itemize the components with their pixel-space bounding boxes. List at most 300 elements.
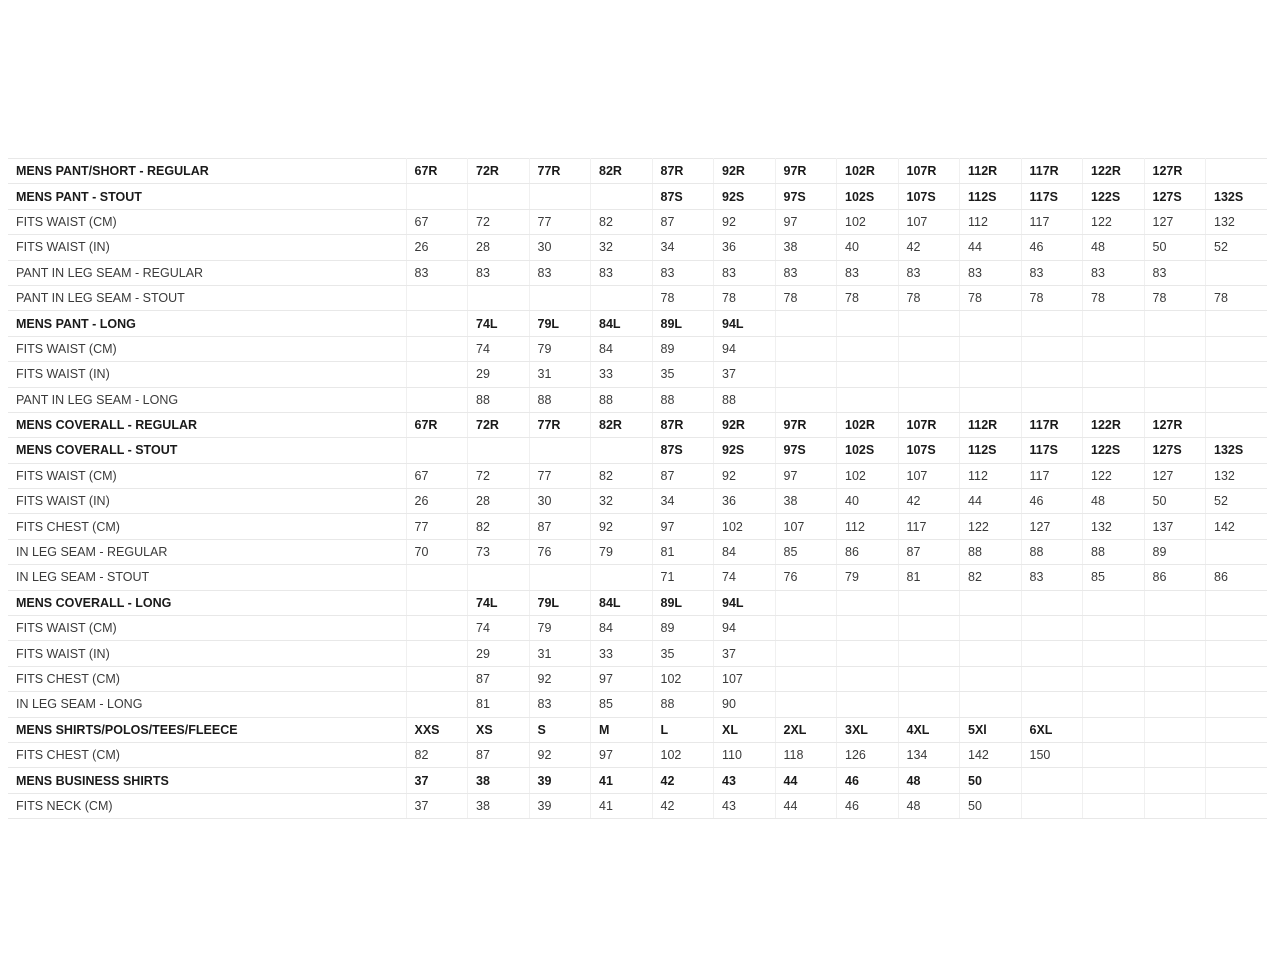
row-value: 107S <box>898 438 960 463</box>
row-value <box>1144 387 1206 412</box>
row-value: 87 <box>468 666 530 691</box>
row-value: 79L <box>529 311 591 336</box>
row-value <box>1206 590 1267 615</box>
row-value <box>1144 362 1206 387</box>
row-value: 107R <box>898 412 960 437</box>
row-label: MENS PANT/SHORT - REGULAR <box>8 159 406 184</box>
row-value: 87S <box>652 438 714 463</box>
row-value <box>406 311 468 336</box>
row-value: 43 <box>714 768 776 793</box>
row-value: 83 <box>1021 260 1083 285</box>
row-value: 83 <box>898 260 960 285</box>
row-value: 118 <box>775 742 837 767</box>
row-value <box>1206 311 1267 336</box>
row-value: 81 <box>652 539 714 564</box>
row-value: 107S <box>898 184 960 209</box>
row-value <box>406 184 468 209</box>
row-value: 37 <box>714 362 776 387</box>
row-value: 38 <box>775 489 837 514</box>
row-value <box>960 311 1022 336</box>
mens-size-chart-table <box>8 158 1267 819</box>
row-label: IN LEG SEAM - REGULAR <box>8 539 406 564</box>
row-value <box>468 438 530 463</box>
row-value: 127R <box>1144 159 1206 184</box>
row-value: 83 <box>652 260 714 285</box>
row-value <box>1206 616 1267 641</box>
row-value: 35 <box>652 362 714 387</box>
row-value: 92S <box>714 184 776 209</box>
row-value <box>1144 768 1206 793</box>
row-value <box>837 387 899 412</box>
row-value: 67R <box>406 412 468 437</box>
row-value: 83 <box>775 260 837 285</box>
table-row-header <box>8 184 1267 209</box>
row-value <box>1206 159 1267 184</box>
row-value <box>898 590 960 615</box>
row-value: 83 <box>714 260 776 285</box>
row-value: 86 <box>837 539 899 564</box>
row-value: 32 <box>591 235 653 260</box>
row-value: 87R <box>652 412 714 437</box>
row-value <box>1021 666 1083 691</box>
row-label: FITS WAIST (IN) <box>8 235 406 260</box>
row-label: FITS WAIST (IN) <box>8 641 406 666</box>
row-value <box>406 438 468 463</box>
row-value: 132S <box>1206 184 1267 209</box>
row-value <box>960 616 1022 641</box>
row-value: 112 <box>837 514 899 539</box>
row-value: 126 <box>837 742 899 767</box>
row-value: 122 <box>1083 463 1145 488</box>
row-value: 117 <box>898 514 960 539</box>
table-row <box>8 742 1267 767</box>
row-value <box>1021 692 1083 717</box>
row-value: 112R <box>960 159 1022 184</box>
row-value: 71 <box>652 565 714 590</box>
row-value: 42 <box>652 768 714 793</box>
row-value <box>1021 768 1083 793</box>
row-value: 102 <box>652 666 714 691</box>
row-value: 44 <box>960 235 1022 260</box>
row-value: 44 <box>960 489 1022 514</box>
row-value: 84L <box>591 590 653 615</box>
row-value: 44 <box>775 768 837 793</box>
row-value <box>775 590 837 615</box>
row-value <box>1206 768 1267 793</box>
row-value <box>406 616 468 641</box>
row-value <box>591 184 653 209</box>
row-value: 41 <box>591 768 653 793</box>
row-value: 117S <box>1021 438 1083 463</box>
row-value <box>837 616 899 641</box>
row-value <box>1206 793 1267 818</box>
row-value: 107 <box>898 209 960 234</box>
row-value <box>1206 362 1267 387</box>
row-value: 92 <box>529 666 591 691</box>
row-value: 43 <box>714 793 776 818</box>
row-value: 102R <box>837 159 899 184</box>
row-value: 102S <box>837 184 899 209</box>
row-value <box>1083 387 1145 412</box>
row-value: 77 <box>406 514 468 539</box>
row-value: 88 <box>960 539 1022 564</box>
row-value <box>775 616 837 641</box>
row-value: 132 <box>1083 514 1145 539</box>
table-row-header <box>8 159 1267 184</box>
row-label: MENS PANT - LONG <box>8 311 406 336</box>
row-value: 42 <box>652 793 714 818</box>
row-value: 89L <box>652 590 714 615</box>
row-value: 89L <box>652 311 714 336</box>
row-value: M <box>591 717 653 742</box>
row-value: 81 <box>468 692 530 717</box>
row-value: 78 <box>1144 285 1206 310</box>
row-value: 74 <box>468 336 530 361</box>
row-value: 142 <box>960 742 1022 767</box>
row-value <box>406 666 468 691</box>
row-value <box>1206 666 1267 691</box>
row-value <box>1144 590 1206 615</box>
row-label: MENS SHIRTS/POLOS/TEES/FLEECE <box>8 717 406 742</box>
row-value: XL <box>714 717 776 742</box>
row-value: 77R <box>529 412 591 437</box>
row-value <box>960 692 1022 717</box>
row-value: 79 <box>529 336 591 361</box>
table-row <box>8 209 1267 234</box>
row-value: 134 <box>898 742 960 767</box>
row-label: FITS NECK (CM) <box>8 793 406 818</box>
row-label: PANT IN LEG SEAM - LONG <box>8 387 406 412</box>
row-value: 5Xl <box>960 717 1022 742</box>
row-value <box>1083 717 1145 742</box>
row-value: 50 <box>960 793 1022 818</box>
row-value: 78 <box>960 285 1022 310</box>
row-value: 88 <box>529 387 591 412</box>
row-value: 79 <box>837 565 899 590</box>
row-value <box>1144 742 1206 767</box>
row-value: 81 <box>898 565 960 590</box>
row-value: 30 <box>529 235 591 260</box>
row-value: 82 <box>591 463 653 488</box>
row-value <box>960 590 1022 615</box>
row-value <box>406 692 468 717</box>
row-value: 46 <box>837 768 899 793</box>
row-value: 85 <box>1083 565 1145 590</box>
row-value <box>1083 742 1145 767</box>
row-value: 82 <box>960 565 1022 590</box>
row-label: FITS CHEST (CM) <box>8 742 406 767</box>
table-row <box>8 387 1267 412</box>
row-value <box>1206 717 1267 742</box>
row-value <box>1206 412 1267 437</box>
row-value: 50 <box>960 768 1022 793</box>
row-value: 48 <box>1083 235 1145 260</box>
row-value <box>1144 666 1206 691</box>
row-value: 29 <box>468 362 530 387</box>
row-label: IN LEG SEAM - STOUT <box>8 565 406 590</box>
row-value <box>960 641 1022 666</box>
row-value <box>406 641 468 666</box>
table-row <box>8 539 1267 564</box>
row-value <box>406 590 468 615</box>
row-value: 74 <box>468 616 530 641</box>
row-value: 76 <box>529 539 591 564</box>
row-value: 132 <box>1206 463 1267 488</box>
row-label: FITS WAIST (IN) <box>8 489 406 514</box>
row-label: MENS COVERALL - REGULAR <box>8 412 406 437</box>
row-value <box>960 336 1022 361</box>
row-value <box>1083 666 1145 691</box>
row-value <box>960 666 1022 691</box>
row-value <box>837 336 899 361</box>
row-value: 127 <box>1021 514 1083 539</box>
row-value: 72 <box>468 209 530 234</box>
row-value: 39 <box>529 768 591 793</box>
row-value: 82 <box>591 209 653 234</box>
row-value: 94L <box>714 311 776 336</box>
row-value: 122 <box>960 514 1022 539</box>
row-value <box>1206 539 1267 564</box>
row-value: 97R <box>775 412 837 437</box>
row-value: 2XL <box>775 717 837 742</box>
row-value: 67R <box>406 159 468 184</box>
row-value: 88 <box>591 387 653 412</box>
row-value: 83 <box>529 692 591 717</box>
table-row <box>8 336 1267 361</box>
row-value: 50 <box>1144 235 1206 260</box>
row-value: 102 <box>714 514 776 539</box>
row-value: 88 <box>652 692 714 717</box>
row-value: 97 <box>775 463 837 488</box>
row-value: 42 <box>898 489 960 514</box>
row-value: 122R <box>1083 159 1145 184</box>
row-value <box>1083 692 1145 717</box>
row-value: 38 <box>775 235 837 260</box>
row-label: FITS CHEST (CM) <box>8 514 406 539</box>
table-row <box>8 514 1267 539</box>
row-value: 52 <box>1206 489 1267 514</box>
row-value: 36 <box>714 235 776 260</box>
row-value <box>1083 311 1145 336</box>
row-value <box>1083 590 1145 615</box>
row-value: 92 <box>714 463 776 488</box>
row-value: 122R <box>1083 412 1145 437</box>
row-value: 83 <box>960 260 1022 285</box>
row-value: XS <box>468 717 530 742</box>
row-value: 92S <box>714 438 776 463</box>
row-label: MENS PANT - STOUT <box>8 184 406 209</box>
row-value: 122S <box>1083 184 1145 209</box>
row-value: 78 <box>652 285 714 310</box>
table-row-header <box>8 438 1267 463</box>
row-value: 84 <box>714 539 776 564</box>
table-row <box>8 692 1267 717</box>
row-value <box>1206 336 1267 361</box>
row-value <box>898 692 960 717</box>
row-value: 67 <box>406 463 468 488</box>
table-row <box>8 666 1267 691</box>
row-value: 83 <box>406 260 468 285</box>
row-value: 72 <box>468 463 530 488</box>
row-label: FITS WAIST (CM) <box>8 463 406 488</box>
row-value: 82 <box>406 742 468 767</box>
row-value <box>898 666 960 691</box>
row-value: 77R <box>529 159 591 184</box>
row-value: 29 <box>468 641 530 666</box>
row-label: FITS WAIST (CM) <box>8 336 406 361</box>
row-value: 73 <box>468 539 530 564</box>
table-row <box>8 565 1267 590</box>
row-value: 67 <box>406 209 468 234</box>
row-value <box>406 565 468 590</box>
row-value: 83 <box>591 260 653 285</box>
row-value <box>1206 742 1267 767</box>
row-value: 90 <box>714 692 776 717</box>
row-value <box>837 692 899 717</box>
row-value: 46 <box>1021 235 1083 260</box>
row-value: 127 <box>1144 463 1206 488</box>
row-value: 88 <box>1083 539 1145 564</box>
row-value <box>775 692 837 717</box>
row-value: 127R <box>1144 412 1206 437</box>
row-value: 82R <box>591 159 653 184</box>
row-value: 102R <box>837 412 899 437</box>
row-value <box>1206 387 1267 412</box>
row-value: 127 <box>1144 209 1206 234</box>
row-value: 35 <box>652 641 714 666</box>
row-label: IN LEG SEAM - LONG <box>8 692 406 717</box>
row-value: 31 <box>529 641 591 666</box>
row-value: 102 <box>837 463 899 488</box>
row-value <box>1144 616 1206 641</box>
row-value: 78 <box>1083 285 1145 310</box>
row-value <box>898 387 960 412</box>
row-value <box>591 565 653 590</box>
row-value <box>1083 336 1145 361</box>
row-value: 112 <box>960 463 1022 488</box>
row-value <box>1021 336 1083 361</box>
row-value: 76 <box>775 565 837 590</box>
row-value <box>406 285 468 310</box>
row-value: 117R <box>1021 412 1083 437</box>
row-value: 31 <box>529 362 591 387</box>
row-value: 97 <box>775 209 837 234</box>
row-value <box>1021 362 1083 387</box>
row-value: 26 <box>406 235 468 260</box>
row-value: 97 <box>652 514 714 539</box>
row-value: 34 <box>652 235 714 260</box>
row-value: 77 <box>529 463 591 488</box>
row-value: 87 <box>898 539 960 564</box>
row-value: 37 <box>714 641 776 666</box>
row-value: 79 <box>591 539 653 564</box>
row-value: 83 <box>529 260 591 285</box>
row-value: 33 <box>591 641 653 666</box>
row-value <box>1083 362 1145 387</box>
row-value: 88 <box>652 387 714 412</box>
row-value: 107R <box>898 159 960 184</box>
row-value <box>1144 311 1206 336</box>
row-value <box>898 616 960 641</box>
row-value <box>898 362 960 387</box>
row-value: 72R <box>468 159 530 184</box>
row-value <box>1144 641 1206 666</box>
row-value <box>1083 616 1145 641</box>
row-value <box>1144 692 1206 717</box>
row-value: 112R <box>960 412 1022 437</box>
row-value <box>775 311 837 336</box>
row-value: 107 <box>714 666 776 691</box>
row-value: 40 <box>837 489 899 514</box>
size-chart-body <box>8 159 1267 819</box>
row-value: 82R <box>591 412 653 437</box>
table-row-header <box>8 768 1267 793</box>
row-value: 92 <box>714 209 776 234</box>
row-value: 84L <box>591 311 653 336</box>
row-value: 46 <box>837 793 899 818</box>
row-value: 44 <box>775 793 837 818</box>
row-value: 39 <box>529 793 591 818</box>
row-value: 127S <box>1144 438 1206 463</box>
row-value: 117S <box>1021 184 1083 209</box>
row-value: 82 <box>468 514 530 539</box>
row-value: 42 <box>898 235 960 260</box>
row-value: 117 <box>1021 463 1083 488</box>
row-value: 86 <box>1144 565 1206 590</box>
row-value: 83 <box>1144 260 1206 285</box>
row-value: 28 <box>468 235 530 260</box>
row-value: XXS <box>406 717 468 742</box>
row-value: 89 <box>652 336 714 361</box>
row-value <box>1021 616 1083 641</box>
table-row <box>8 235 1267 260</box>
row-value: 83 <box>468 260 530 285</box>
row-value: 84 <box>591 336 653 361</box>
row-value: 83 <box>1083 260 1145 285</box>
row-value: 37 <box>406 793 468 818</box>
row-value: 97S <box>775 438 837 463</box>
table-row <box>8 641 1267 666</box>
row-value: 87R <box>652 159 714 184</box>
row-value: 36 <box>714 489 776 514</box>
row-value: 85 <box>591 692 653 717</box>
row-label: FITS WAIST (IN) <box>8 362 406 387</box>
row-value <box>1021 793 1083 818</box>
row-value: 94 <box>714 336 776 361</box>
row-label: PANT IN LEG SEAM - STOUT <box>8 285 406 310</box>
row-value <box>837 590 899 615</box>
row-value <box>529 438 591 463</box>
row-value: 50 <box>1144 489 1206 514</box>
row-value <box>775 641 837 666</box>
row-value: 83 <box>837 260 899 285</box>
row-value <box>1144 793 1206 818</box>
table-row-header <box>8 311 1267 336</box>
row-value <box>1021 387 1083 412</box>
row-value <box>837 311 899 336</box>
row-label: FITS CHEST (CM) <box>8 666 406 691</box>
row-value <box>1206 260 1267 285</box>
row-value <box>837 666 899 691</box>
row-value: 48 <box>1083 489 1145 514</box>
row-label: MENS COVERALL - STOUT <box>8 438 406 463</box>
row-value <box>1083 768 1145 793</box>
row-value: 87S <box>652 184 714 209</box>
row-value <box>775 387 837 412</box>
row-value <box>837 362 899 387</box>
row-value: 85 <box>775 539 837 564</box>
row-value: 46 <box>1021 489 1083 514</box>
